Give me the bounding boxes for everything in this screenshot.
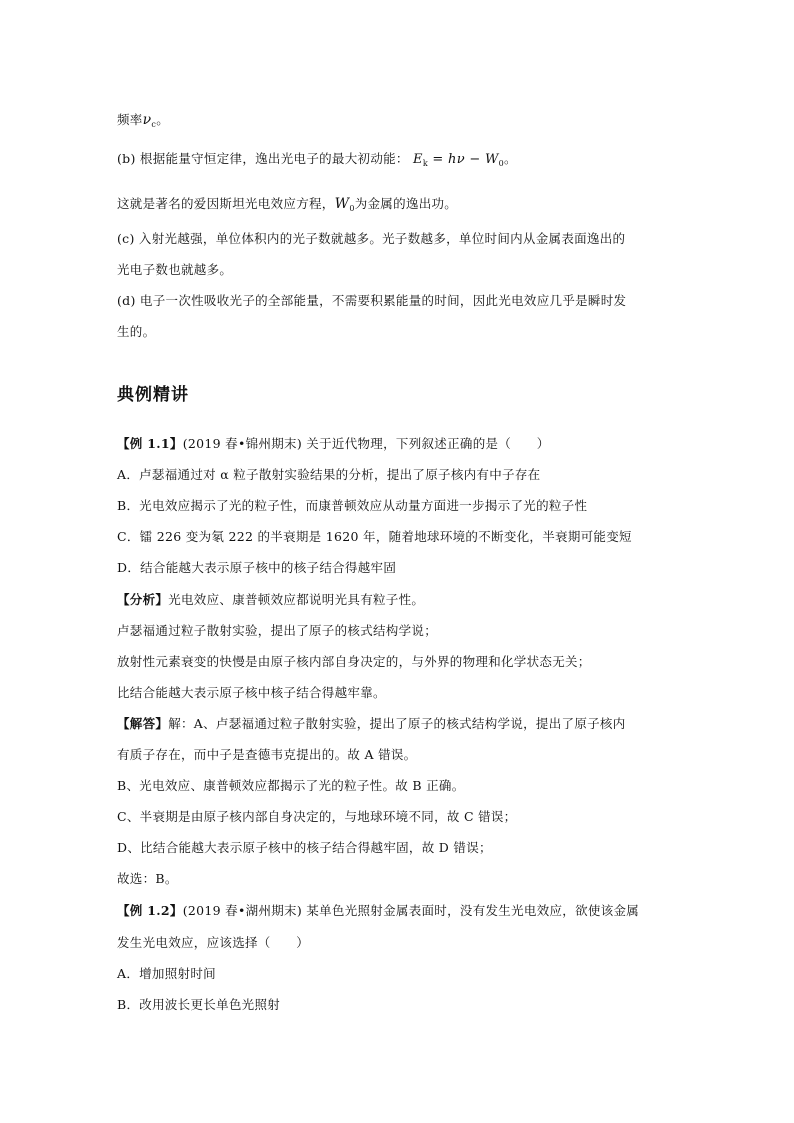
line-end: 。 (156, 112, 170, 127)
analysis-line-3: 放射性元素衰变的快慢是由原子核内部自身决定的，与外界的物理和化学状态无关； (117, 654, 591, 669)
answer-tag: 【解答】 (117, 716, 169, 731)
option-b: B．光电效应揭示了光的粒子性，而康普顿效应从动量方面进一步揭示了光的粒子性 (117, 498, 588, 513)
text-line-6: (d) 电子一次性吸收光子的全部能量，不需要积累能量的时间，因此光电效应几乎是瞬时发 (117, 293, 627, 308)
answer-line-6: 故选：B。 (117, 871, 178, 886)
option-a: A．卢瑟福通过对 α 粒子散射实验结果的分析，提出了原子核内有中子存在 (117, 467, 541, 482)
analysis-text: 光电效应、康普顿效应都说明光具有粒子性。 (168, 592, 425, 607)
option-a: A．增加照射时间 (117, 966, 216, 981)
line-text: 这就是著名的爱因斯坦光电效应方程， (117, 196, 335, 211)
example-1-question (117, 436, 550, 452)
section-heading: 典例精讲 (117, 385, 189, 405)
example-source: (2019 春•锦州期末) 关于近代物理，下列叙述正确的是（ ） (182, 436, 550, 451)
example-source: (2019 春•湖州期末) 某单色光照射金属表面时，没有发生光电效应，欲使该金属 (182, 903, 640, 918)
formula-lhs: E (413, 152, 423, 167)
text-line-4: (c) 入射光越强，单位体积内的光子数就越多。光子数越多，单位时间内从金属表面逸出的 (117, 231, 626, 246)
frequency-subscript: c (151, 120, 157, 129)
analysis-tag: 【分析】 (117, 592, 169, 607)
text-line-2 (117, 151, 517, 172)
option-b: B．改用波长更长单色光照射 (117, 997, 281, 1012)
answer-line-4: C、半衰期是由原子核内部自身决定的，与地球环境不同，故 C 错误； (117, 809, 517, 824)
option-d: D．结合能越大表示原子核中的核子结合得越牢固 (117, 560, 397, 575)
text-line-5: 光电子数也就越多。 (117, 262, 233, 277)
example-tag: 【例 1.2】 (117, 903, 183, 918)
example-2-question-line-1 (117, 903, 639, 919)
answer-line-2: 有质子存在，而中子是查德韦克提出的。故 A 错误。 (117, 747, 417, 762)
text-line-7: 生的。 (117, 324, 156, 339)
line-text: 频率 (117, 112, 143, 127)
answer-line-1 (117, 716, 626, 732)
analysis-line-2: 卢瑟福通过粒子散射实验，提出了原子的核式结构学说； (117, 623, 438, 638)
work-function-subscript: 0 (349, 204, 355, 213)
answer-line-5: D、比结合能越大表示原子核中的核子结合得越牢固，故 D 错误； (117, 840, 492, 855)
formula-rhs: = hν − W (427, 152, 499, 167)
answer-text: 解：A、卢瑟福通过粒子散射实验，提出了原子的核式结构学说，提出了原子核内 (168, 716, 626, 731)
work-function-symbol: W (334, 196, 350, 212)
text-line-1 (117, 112, 169, 133)
formula-lhs-sub: k (422, 159, 428, 168)
formula-rhs-sub: 0 (498, 159, 505, 168)
line-text: (b) 根据能量守恒定律，逸出光电子的最大初动能： (117, 151, 409, 166)
frequency-symbol: ν (142, 112, 152, 128)
einstein-equation (413, 152, 504, 167)
line-end: 。 (504, 151, 517, 166)
option-c: C．镭 226 变为氡 222 的半衰期是 1620 年，随着地球环境的不断变化，半衰期可能变短 (117, 529, 632, 544)
line-text-post: 为金属的逸出功。 (354, 196, 458, 211)
analysis-line-4: 比结合能越大表示原子核中核子结合得越牢靠。 (117, 685, 386, 700)
example-2-question-line-2: 发生光电效应，应该选择（ ） (117, 935, 310, 950)
analysis-line-1 (117, 592, 424, 608)
example-tag: 【例 1.1】 (117, 436, 183, 451)
answer-line-3: B、光电效应、康普顿效应都揭示了光的粒子性。故 B 正确。 (117, 778, 465, 793)
text-line-3 (117, 196, 457, 217)
